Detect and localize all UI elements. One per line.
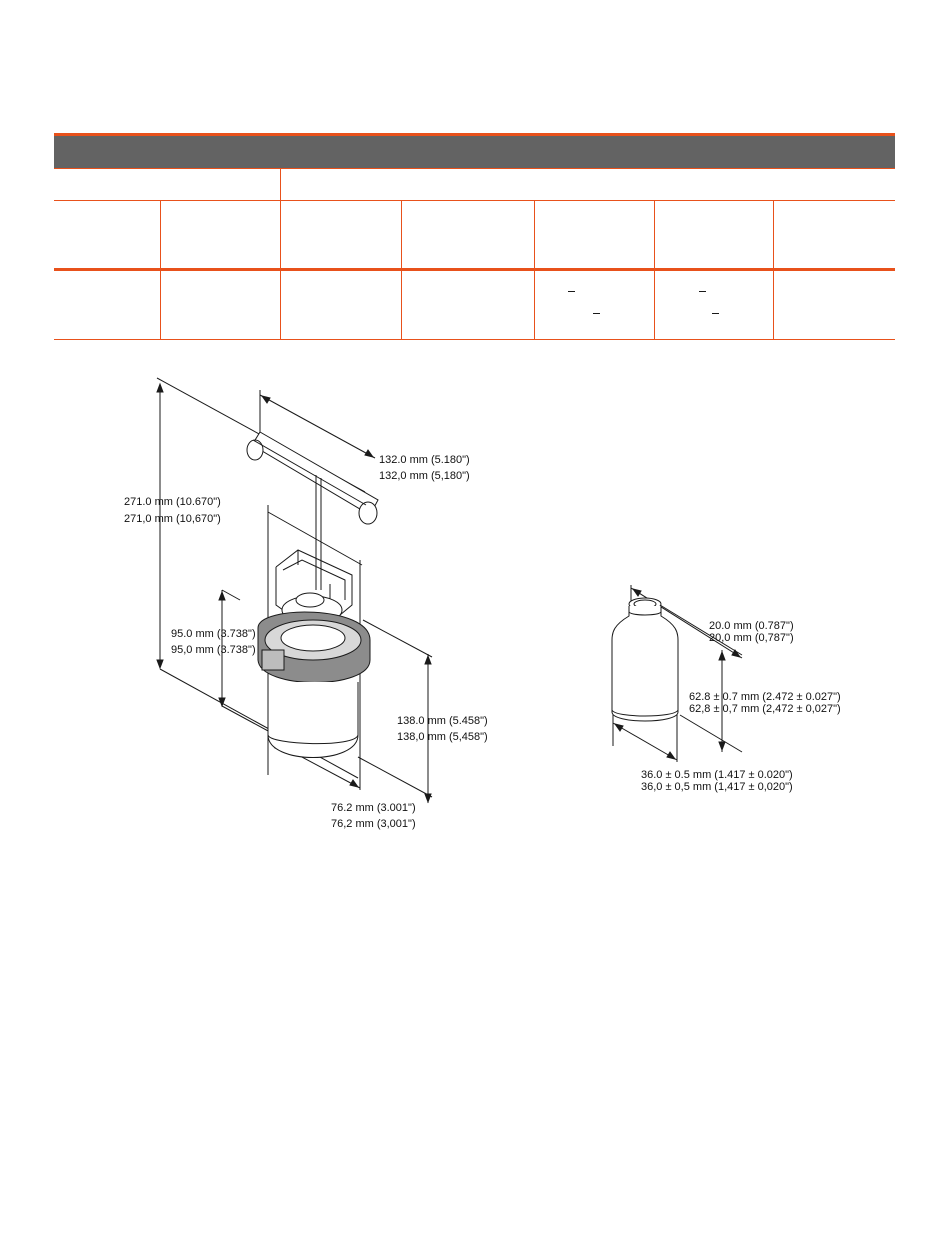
device-drawing — [157, 378, 432, 803]
bottle-neck-label — [709, 620, 794, 644]
handle-length-alt: 132,0 mm (5,180") — [379, 470, 470, 482]
bottle-height-label — [689, 691, 841, 715]
handle-length-metric: 132.0 mm (5.180") — [379, 454, 470, 466]
bottle-diameter-alt: 36,0 ± 0,5 mm (1,417 ± 0,020") — [641, 781, 793, 793]
bottle-diameter-label — [641, 769, 793, 793]
body-height-metric: 138.0 mm (5.458") — [397, 715, 488, 727]
body-diameter-label — [331, 802, 416, 830]
bottle-neck-metric: 20.0 mm (0.787") — [709, 620, 794, 632]
body-diameter-alt: 76,2 mm (3,001") — [331, 818, 416, 830]
body-diameter-metric: 76.2 mm (3.001") — [331, 802, 416, 814]
body-height-alt: 138,0 mm (5,458") — [397, 731, 488, 743]
overall-height-alt: 271,0 mm (10,670") — [124, 513, 221, 525]
collar-height-metric: 95.0 mm (3.738") — [171, 628, 256, 640]
collar-height-alt: 95,0 mm (3.738") — [171, 644, 256, 656]
body-height-label — [397, 715, 488, 743]
bottle-height-metric: 62.8 ± 0.7 mm (2.472 ± 0.027") — [689, 691, 841, 703]
overall-height-metric: 271.0 mm (10.670") — [124, 496, 221, 508]
overall-height-label — [124, 496, 221, 525]
bottle-drawing — [612, 585, 742, 762]
bottle-height-alt: 62,8 ± 0,7 mm (2,472 ± 0,027") — [689, 703, 841, 715]
bottle-diameter-metric: 36.0 ± 0.5 mm (1.417 ± 0.020") — [641, 769, 793, 781]
collar-height-label — [171, 628, 256, 656]
bottle-neck-alt: 20,0 mm (0,787") — [709, 632, 794, 644]
handle-length-label — [379, 454, 470, 482]
